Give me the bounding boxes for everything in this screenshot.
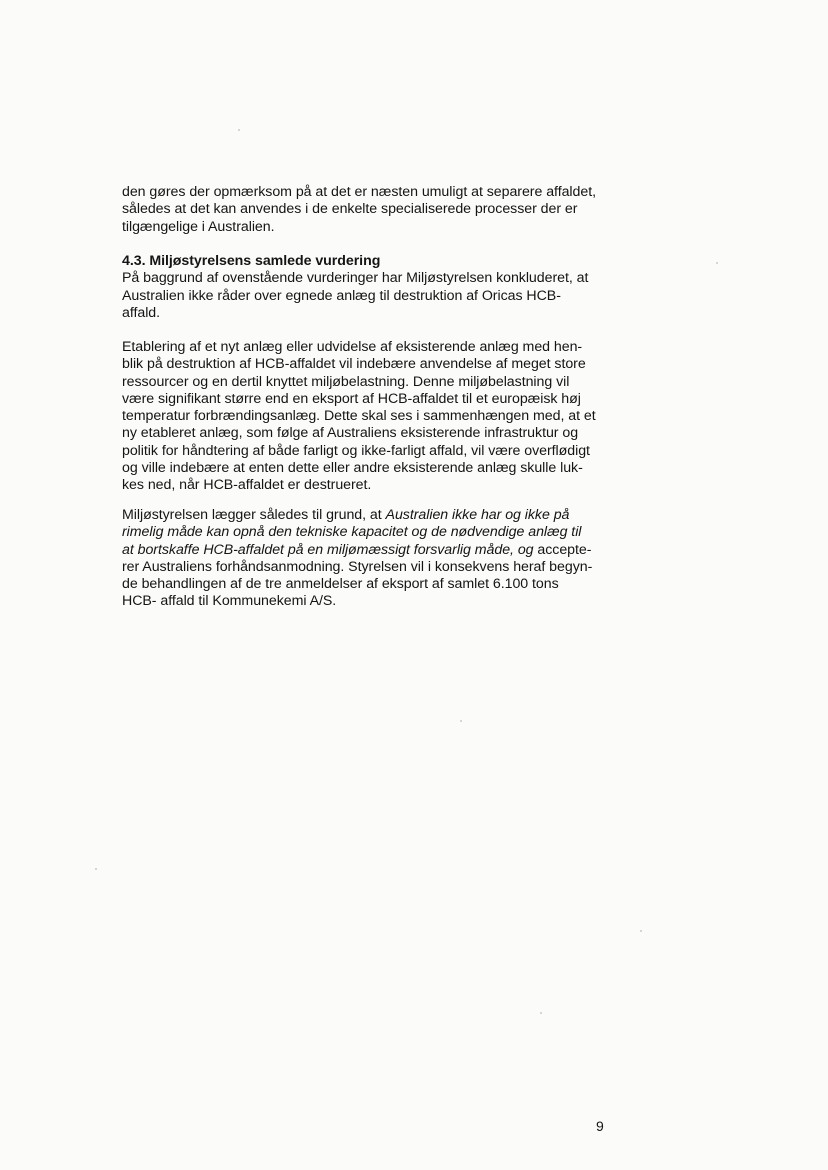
text-plain: Miljøstyrelsen lægger således til grund, at <box>122 507 386 523</box>
text-line: temperatur forbrændingsanlæg. Dette skal ses i sammenhængen med, at et <box>122 408 596 425</box>
text-line-italic: rimelig måde kan opnå den tekniske kapacitet og de nødvendige anlæg til <box>122 524 582 541</box>
text-line: den gøres der opmærksom på at det er næsten umuligt at separere affaldet, <box>122 184 596 200</box>
text-line: rer Australiens forhåndsanmodning. Styrelsen vil i konsekvens heraf begyn- <box>122 558 593 575</box>
paragraph-conclusion <box>122 507 622 611</box>
text-line: ressourcer og en dertil knyttet miljøbelastning. Denne miljøbelastning vil <box>122 373 570 390</box>
section-heading: 4.3. Miljøstyrelsens samlede vurdering <box>122 253 381 269</box>
text-italic: at bortskaffe HCB-affaldet på en miljømæssigt forsvarlig måde, og <box>122 541 534 558</box>
text-italic: Australien ikke har og ikke på <box>385 507 570 523</box>
text-line: være signifikant større end en eksport af HCB-affaldet til et europæisk høj <box>122 390 581 407</box>
page-number: 9 <box>596 1118 604 1134</box>
section-4-3 <box>122 253 622 322</box>
text-line: ny etableret anlæg, som følge af Australiens eksisterende infrastruktur og <box>122 425 579 442</box>
text-line: kes ned, når HCB-affaldet er destrueret. <box>122 477 372 494</box>
text-line <box>122 542 622 559</box>
paragraph-etablering <box>122 339 622 495</box>
text-line: På baggrund af ovenstående vurderinger har Miljøstyrelsen konkluderet, at <box>122 270 589 287</box>
text-line: og ville indebære at enten dette eller andre eksisterende anlæg skulle luk- <box>122 460 583 477</box>
text-line: tilgængelige i Australien. <box>122 218 275 235</box>
scan-speck <box>238 129 240 131</box>
text-line: politik for håndtering af både farligt og ikke-farligt affald, vil være overflødigt <box>122 442 590 459</box>
text-line: de behandlingen af de tre anmeldelser af eksport af samlet 6.100 tons <box>122 576 559 593</box>
text-line: således at det kan anvendes i de enkelte specialiserede processer der er <box>122 201 578 218</box>
scan-speck <box>716 262 718 264</box>
text-line: HCB- affald til Kommunekemi A/S. <box>122 593 337 610</box>
text-line: Etablering af et nyt anlæg eller udvidelse af eksisterende anlæg med hen- <box>122 339 583 355</box>
scan-speck <box>640 930 642 932</box>
text-line <box>122 507 622 524</box>
scan-speck <box>460 720 462 722</box>
paragraph-intro <box>122 184 622 236</box>
text-line: Australien ikke råder over egnede anlæg til destruktion af Oricas HCB- <box>122 287 561 304</box>
scan-speck <box>95 868 97 870</box>
text-line: affald. <box>122 304 161 321</box>
scan-speck <box>540 1012 542 1014</box>
text-plain: accepte- <box>533 541 592 558</box>
text-line: blik på destruktion af HCB-affaldet vil indebære anvendelse af meget store <box>122 356 586 373</box>
